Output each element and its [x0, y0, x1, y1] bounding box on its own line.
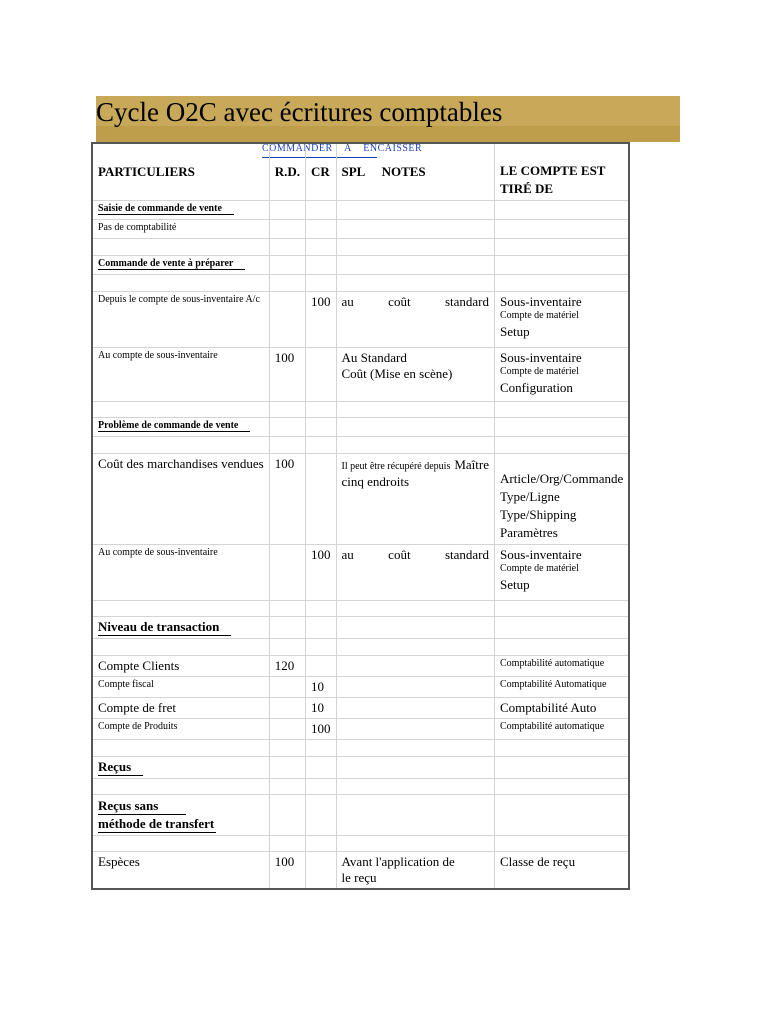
- notes-text: standard: [444, 294, 489, 309]
- section-heading: [92, 256, 269, 275]
- table-row: [92, 220, 629, 239]
- rd-value: 120: [269, 656, 305, 677]
- row-label: Au compte de sous-inventaire: [92, 348, 269, 402]
- account-text: Setup: [500, 577, 530, 592]
- row-label: Coût des marchandises vendues: [92, 454, 269, 545]
- row-label: Depuis le compte de sous-inventaire A/c: [92, 292, 269, 348]
- cr-value: 10: [306, 698, 337, 719]
- account-cell: Comptabilité automatique: [495, 719, 630, 740]
- section-heading-text: méthode de transfert: [98, 816, 215, 831]
- row-label: Pas de comptabilité: [92, 220, 269, 239]
- notes-text: le reçu: [341, 870, 377, 885]
- section-heading: [92, 757, 269, 779]
- notes-text: au: [341, 294, 354, 309]
- table-row: [92, 852, 629, 890]
- table-row: [92, 256, 629, 275]
- table-row: [92, 239, 629, 256]
- header-cr: CR: [306, 143, 337, 201]
- account-cell: Comptabilité Automatique: [495, 677, 630, 698]
- header-spl: SPL: [341, 164, 366, 179]
- table-row: [92, 275, 629, 292]
- cr-value: 100: [306, 292, 337, 348]
- table-row: [92, 795, 629, 836]
- table-row: [92, 201, 629, 220]
- section-heading: [92, 795, 269, 836]
- cr-value: 100: [306, 545, 337, 601]
- table-row: [92, 454, 629, 545]
- notes-text: Maître: [454, 457, 489, 472]
- cr-value: 100: [306, 719, 337, 740]
- table-row: [92, 757, 629, 779]
- section-heading: [92, 418, 269, 437]
- account-cell: Comptabilité automatique: [495, 656, 630, 677]
- notes-text: Avant l'application de: [341, 854, 455, 869]
- section-heading: [92, 201, 269, 220]
- notes-text: coût: [388, 547, 411, 562]
- account-cell: [495, 292, 630, 348]
- account-text: Sous-inventaire: [500, 350, 582, 365]
- account-text: Configuration: [500, 380, 573, 395]
- cr-value: 10: [306, 677, 337, 698]
- notes-text: cinq endroits: [341, 474, 410, 489]
- notes-text: Coût (Mise en scène): [341, 366, 453, 381]
- title-banner: [96, 96, 680, 142]
- notes-text: Au Standard: [341, 350, 407, 365]
- account-cell: Comptabilité Auto: [495, 698, 630, 719]
- section-heading-text: Problème de commande de vente: [98, 420, 250, 432]
- table-row: [92, 779, 629, 795]
- account-cell: [495, 454, 630, 545]
- row-label: Compte de Produits: [92, 719, 269, 740]
- account-cell: [495, 545, 630, 601]
- header-compte: LE COMPTE EST TIRÉ DE: [495, 143, 630, 201]
- table-row: [92, 617, 629, 639]
- account-cell: Classe de reçu: [495, 852, 630, 890]
- section-heading-text: Reçus: [98, 759, 143, 776]
- table-row: [92, 545, 629, 601]
- section-heading-text: Niveau de transaction: [98, 619, 231, 636]
- banner-band: [96, 126, 680, 142]
- header-rd: R.D.: [269, 143, 305, 201]
- row-label: Compte fiscal: [92, 677, 269, 698]
- table-row: [92, 437, 629, 454]
- table-row: [92, 677, 629, 698]
- rd-value: 100: [269, 852, 305, 890]
- account-text: Article/Org/Commande: [500, 471, 624, 486]
- header-spl-notes: [336, 143, 495, 201]
- notes-cell: [336, 545, 495, 601]
- table-row: [92, 740, 629, 757]
- notes-text: au: [341, 547, 354, 562]
- notes-cell: [336, 348, 495, 402]
- page-title: Cycle O2C avec écritures comptables: [96, 97, 503, 127]
- header-row: [92, 143, 629, 201]
- account-text: Compte de matériel: [500, 366, 579, 377]
- table-row: [92, 292, 629, 348]
- subtitle: COMMANDER A ENCAISSER: [262, 143, 423, 154]
- account-text: Paramètres: [500, 525, 558, 540]
- rd-value: 100: [269, 454, 305, 545]
- notes-cell: [336, 292, 495, 348]
- table-row: [92, 698, 629, 719]
- notes-text: Il peut être récupéré depuis: [341, 461, 451, 472]
- table-row: [92, 348, 629, 402]
- row-label: Compte de fret: [92, 698, 269, 719]
- notes-cell: [336, 852, 495, 890]
- table-row: [92, 639, 629, 656]
- account-cell: [495, 348, 630, 402]
- account-text: Compte de matériel: [500, 310, 579, 321]
- account-text: Sous-inventaire: [500, 547, 582, 562]
- account-text: Type/Ligne: [500, 489, 560, 504]
- section-heading-text: Commande de vente à préparer: [98, 258, 245, 270]
- section-heading-text: Saisie de commande de vente: [98, 203, 234, 215]
- rd-value: 100: [269, 348, 305, 402]
- accounting-table: [91, 142, 630, 890]
- header-notes: NOTES: [381, 164, 426, 179]
- row-label: Compte Clients: [92, 656, 269, 677]
- account-text: Type/Shipping: [500, 507, 577, 522]
- table-row: [92, 418, 629, 437]
- account-text: Compte de matériel: [500, 563, 579, 574]
- notes-cell: [336, 454, 495, 545]
- account-text: Sous-inventaire: [500, 294, 582, 309]
- table-row: [92, 402, 629, 418]
- header-particuliers: PARTICULIERS: [92, 143, 269, 201]
- table-row: [92, 656, 629, 677]
- notes-text: coût: [388, 294, 411, 309]
- account-text: Setup: [500, 324, 530, 339]
- table-row: [92, 836, 629, 852]
- row-label: Espèces: [92, 852, 269, 890]
- section-heading: [92, 617, 269, 639]
- table-row: [92, 601, 629, 617]
- section-heading-text: Reçus sans: [98, 797, 186, 815]
- notes-text: standard: [444, 547, 489, 562]
- table-row: [92, 719, 629, 740]
- row-label: Au compte de sous-inventaire: [92, 545, 269, 601]
